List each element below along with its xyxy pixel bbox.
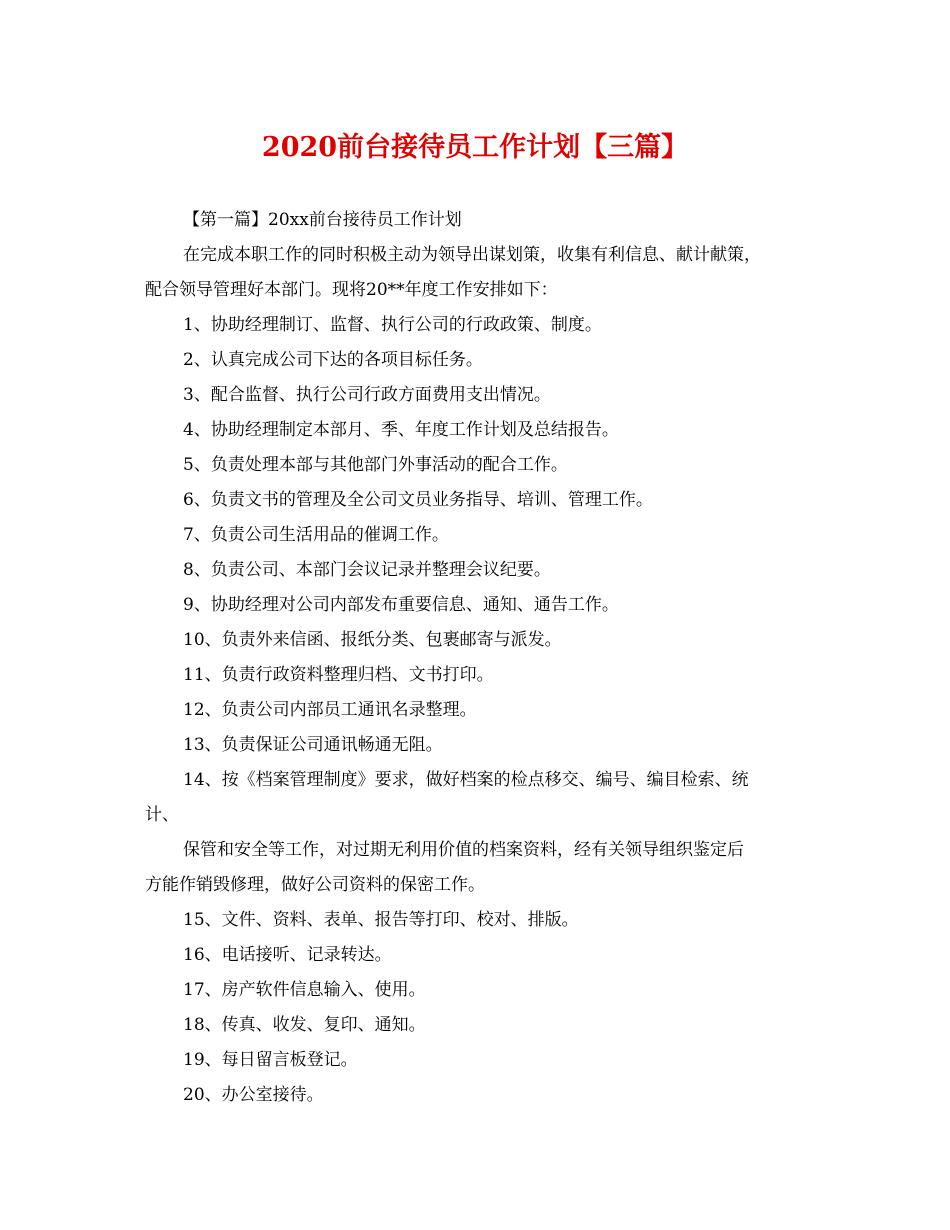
list-item: 3、配合监督、执行公司行政方面费用支出情况。 xyxy=(183,385,551,405)
list-item: 12、负责公司内部员工通讯名录整理。 xyxy=(183,700,477,720)
document-body xyxy=(145,203,810,1113)
list-item: 15、文件、资料、表单、报告等打印、校对、排版。 xyxy=(183,910,579,930)
list-item: 19、每日留言板登记。 xyxy=(183,1050,358,1070)
list-item: 20、办公室接待。 xyxy=(183,1085,324,1105)
list-item: 4、协助经理制定本部月、季、年度工作计划及总结报告。 xyxy=(183,420,619,440)
list-item: 10、负责外来信函、报纸分类、包裹邮寄与派发。 xyxy=(183,630,562,650)
list-item: 6、负责文书的管理及全公司文员业务指导、培训、管理工作。 xyxy=(183,490,653,510)
paragraph-line: 在完成本职工作的同时积极主动为领导出谋划策，收集有利信息、献计献策， xyxy=(183,245,761,265)
list-item: 5、负责处理本部与其他部门外事活动的配合工作。 xyxy=(183,455,568,475)
list-item: 9、协助经理对公司内部发布重要信息、通知、通告工作。 xyxy=(183,595,619,615)
list-item-continuation: 计、 xyxy=(145,805,179,825)
list-item: 1、协助经理制订、监督、执行公司的行政政策、制度。 xyxy=(183,315,602,335)
list-item: 18、传真、收发、复印、通知。 xyxy=(183,1015,426,1035)
list-item: 11、负责行政资料整理归档、文书打印。 xyxy=(183,665,494,685)
list-item: 17、房产软件信息输入、使用。 xyxy=(183,980,426,1000)
list-item: 2、认真完成公司下达的各项目标任务。 xyxy=(183,350,483,370)
list-item-continuation: 保管和安全等工作，对过期无利用价值的档案资料，经有关领导组织鉴定后 xyxy=(183,840,744,860)
list-item: 7、负责公司生活用品的催调工作。 xyxy=(183,525,449,545)
list-item: 14、按《档案管理制度》要求，做好档案的检点移交、编号、编目检索、统 xyxy=(183,770,749,790)
list-item-continuation: 方能作销毁修理，做好公司资料的保密工作。 xyxy=(145,875,485,895)
list-item: 13、负责保证公司通讯畅通无阻。 xyxy=(183,735,443,755)
list-item: 16、电话接听、记录转达。 xyxy=(183,945,392,965)
list-item: 8、负责公司、本部门会议记录并整理会议纪要。 xyxy=(183,560,551,580)
section-heading: 【第一篇】20xx前台接待员工作计划 xyxy=(183,210,462,230)
document-title: 2020前台接待员工作计划【三篇】 xyxy=(261,132,689,163)
paragraph-line: 配合领导管理好本部门。现将20**年度工作安排如下： xyxy=(145,280,558,300)
